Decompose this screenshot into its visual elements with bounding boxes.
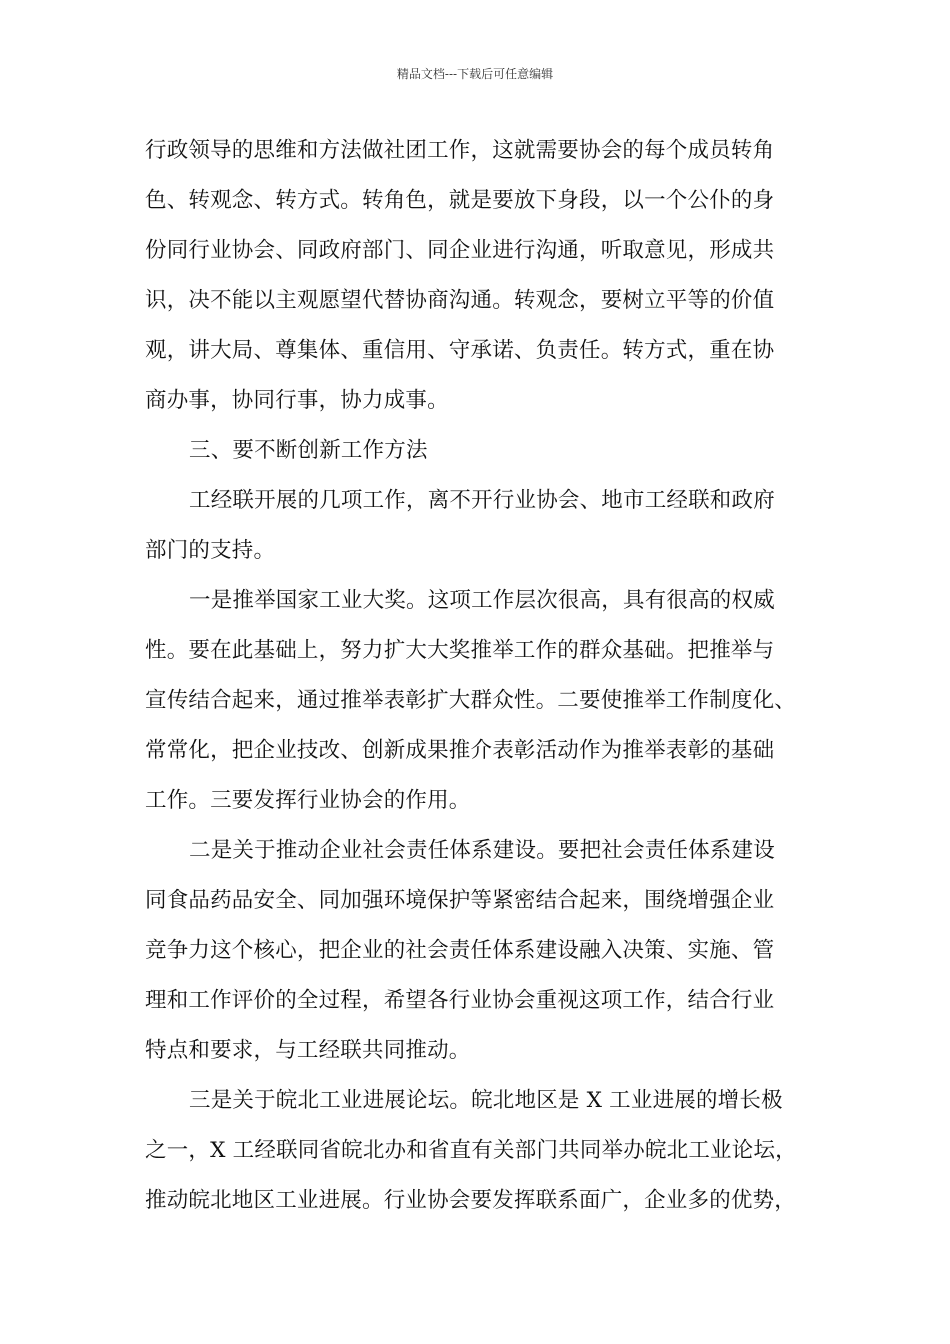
text-line: 性。要在此基础上，努力扩大大奖推举工作的群众基础。把推举与 (145, 638, 775, 663)
text-line: 理和工作评价的全过程，希望各行业协会重视这项工作，结合行业 (145, 988, 775, 1013)
text-line: 份同行业协会、同政府部门、同企业进行沟通，听取意见，形成共 (145, 238, 775, 263)
text-line: 竞争力这个核心，把企业的社会责任体系建设融入决策、实施、管 (145, 938, 775, 963)
text-line: 工作。三要发挥行业协会的作用。 (145, 788, 471, 813)
text-line: 特点和要求，与工经联共同推动。 (145, 1038, 471, 1063)
text-line: 观，讲大局、尊集体、重信用、守承诺、负责任。转方式，重在协 (145, 338, 775, 363)
text-line: 色、转观念、转方式。转角色，就是要放下身段，以一个公仆的身 (145, 188, 775, 213)
text-line: 之一，X 工经联同省皖北办和省直有关部门共同举办皖北工业论坛， (145, 1138, 797, 1163)
text-line: 部门的支持。 (145, 538, 276, 563)
paragraph-5 (145, 1076, 825, 1226)
text-line: 宣传结合起来，通过推举表彰扩大群众性。二要使推举工作制度化、 (145, 688, 797, 713)
text-line: 商办事，协同行事，协力成事。 (145, 388, 449, 413)
section-heading (145, 426, 825, 476)
text-line: 一是推举国家工业大奖。这项工作层次很高，具有很高的权威 (189, 588, 775, 613)
text-line: 同食品药品安全、同加强环境保护等紧密结合起来，围绕增强企业 (145, 888, 775, 913)
paragraph-1 (145, 126, 825, 426)
document-body (145, 126, 825, 1226)
heading-line: 三、要不断创新工作方法 (189, 438, 428, 463)
text-line: 推动皖北地区工业进展。行业协会要发挥联系面广，企业多的优势， (145, 1188, 797, 1213)
paragraph-4 (145, 826, 825, 1076)
paragraph-2 (145, 476, 825, 576)
text-line: 三是关于皖北工业进展论坛。皖北地区是 X 工业进展的增长极 (189, 1088, 783, 1113)
text-line: 行政领导的思维和方法做社团工作，这就需要协会的每个成员转角 (145, 138, 775, 163)
page-header: 精品文档---下载后可任意编辑 (396, 67, 554, 81)
text-line: 二是关于推动企业社会责任体系建设。要把社会责任体系建设 (189, 838, 775, 863)
text-line: 常常化，把企业技改、创新成果推介表彰活动作为推举表彰的基础 (145, 738, 775, 763)
text-line: 工经联开展的几项工作，离不开行业协会、地市工经联和政府 (189, 488, 775, 513)
text-line: 识，决不能以主观愿望代替协商沟通。转观念，要树立平等的价值 (145, 288, 775, 313)
paragraph-3 (145, 576, 825, 826)
